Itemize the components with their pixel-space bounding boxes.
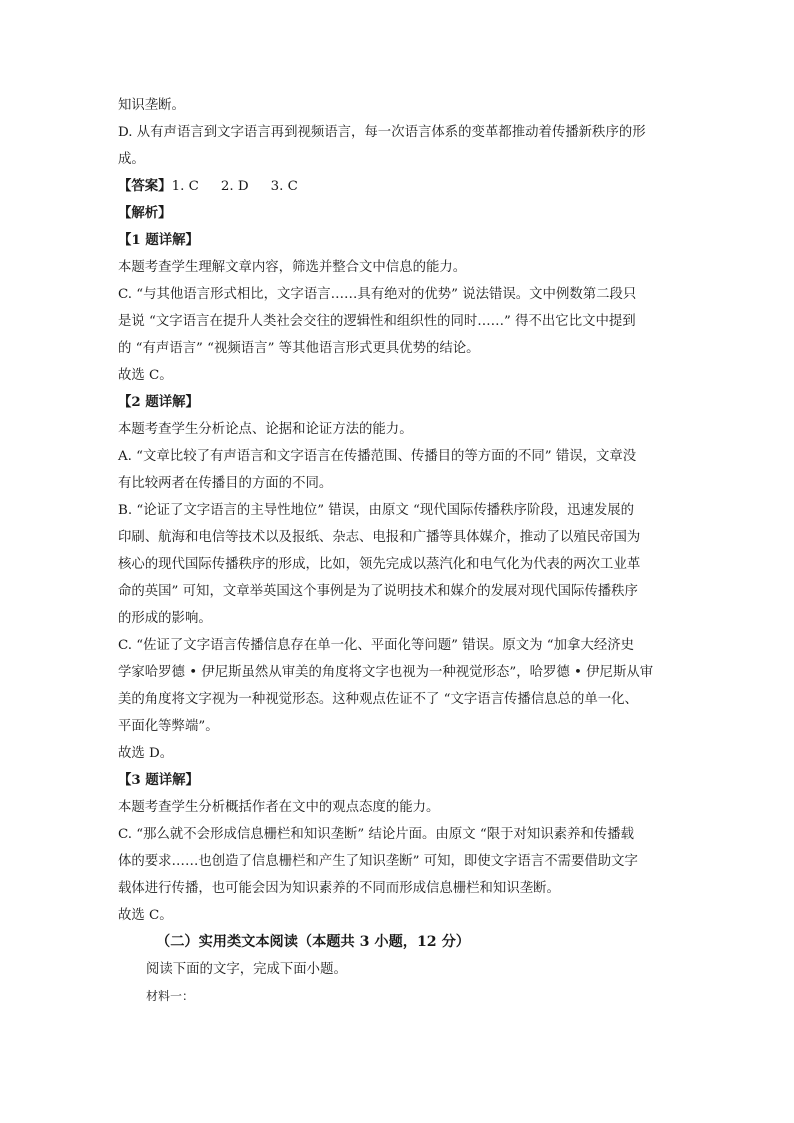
answer-line (118, 173, 678, 200)
text-line: C. “佐证了文字语言传播信息存在单一化、平面化等问题” 错误。原文为 “加拿大经济史 (118, 638, 635, 653)
text-line: 载体进行传播，也可能会因为知识素养的不同而形成信息栅栏和知识垄断。 (118, 881, 560, 896)
text-line: B. “论证了文字语言的主导性地位” 错误，由原文 “现代国际传播秩序阶段，迅速发展的 (118, 503, 635, 518)
text-line: 核心的现代国际传播秩序的形成，比如，领先完成以蒸汽化和电气化为代表的两次工业革 (118, 557, 641, 572)
text-line: C. “与其他语言形式相比，文字语言……具有绝对的优势” 说法错误。文中例数第二段只 (118, 287, 637, 302)
text-line: 的形成的影响。 (118, 611, 212, 626)
text-line: 故选 C。 (118, 368, 173, 383)
analysis-label: 【解析】 (118, 205, 172, 221)
text-line: 平面化等弊端”。 (118, 719, 219, 734)
instruction-text: 阅读下面的文字，完成下面小题。 (146, 962, 347, 977)
text-line: D. 从有声语言到文字语言再到视频语言，每一次语言体系的变革都推动着传播新秩序的形 (118, 125, 646, 140)
answer-label: 【答案】 (118, 178, 172, 194)
material-label: 材料一： (146, 989, 195, 1003)
text-line: 知识垄断。 (118, 98, 185, 113)
text-line: 本题考查学生分析论点、论据和论证方法的能力。 (118, 422, 413, 437)
text-line: 有比较两者在传播目的方面的不同。 (118, 476, 333, 491)
text-line: 故选 D。 (118, 746, 174, 761)
q3-header: 【3 题详解】 (118, 772, 199, 788)
answer-item: 1. C (171, 179, 199, 194)
q2-header: 【2 题详解】 (118, 394, 199, 410)
text-line: 印刷、航海和电信等技术以及报纸、杂志、电报和广播等具体媒介，推动了以殖民帝国为 (118, 530, 641, 545)
section-title: （二）实用类文本阅读（本题共 3 小题，12 分） (156, 934, 470, 950)
text-line: 本题考查学生理解文章内容，筛选并整合文中信息的能力。 (118, 260, 467, 275)
text-line: 是说 “文字语言在提升人类社会交往的逻辑性和组织性的同时……” 得不出它比文中提到 (118, 314, 636, 329)
text-line: 的 “有声语言” “视频语言” 等其他语言形式更具优势的结论。 (118, 341, 480, 356)
document-page (118, 92, 678, 1010)
text-line: 本题考查学生分析概括作者在文中的观点态度的能力。 (118, 800, 440, 815)
text-line: A. “文章比较了有声语言和文字语言在传播范围、传播目的等方面的不同” 错误，文章没 (118, 449, 637, 464)
text-line: C. “那么就不会形成信息栅栏和知识垄断” 结论片面。由原文 “限于对知识素养和传播载 (118, 827, 635, 842)
text-line: 美的角度将文字视为一种视觉形态。这种观点佐证不了 “文字语言传播信息总的单一化、 (118, 692, 638, 707)
text-line: 命的英国” 可知，文章举英国这个事例是为了说明技术和媒介的发展对现代国际传播秩序 (118, 584, 638, 599)
text-line: 学家哈罗德 • 伊尼斯虽然从审美的角度将文字也视为一种视觉形态”，哈罗德 • 伊尼斯从审 (118, 665, 654, 680)
answer-item: 2. D (220, 179, 249, 194)
q1-header: 【1 题详解】 (118, 232, 199, 248)
text-line: 故选 C。 (118, 908, 173, 923)
text-line: 成。 (118, 152, 145, 167)
text-line: 体的要求……也创造了信息栅栏和产生了知识垄断” 可知，即使文字语言不需要借助文字 (118, 854, 638, 869)
answer-item: 3. C (270, 179, 298, 194)
